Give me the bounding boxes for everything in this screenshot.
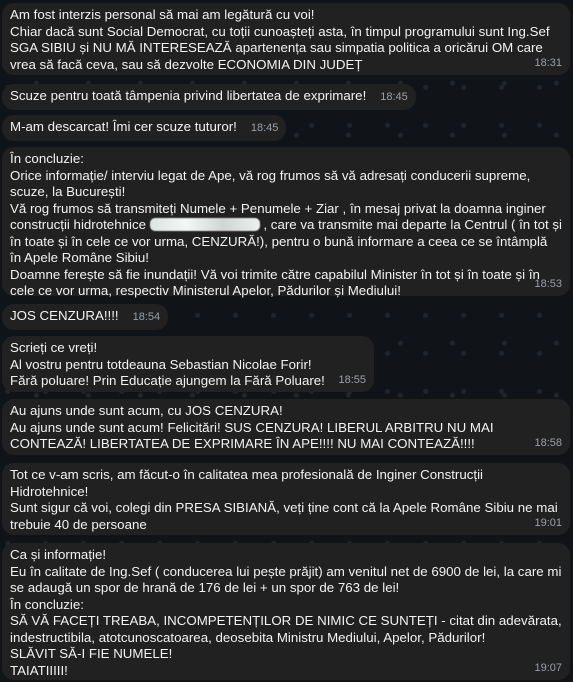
message-timestamp: 18:31 [534,56,562,69]
message-bubble[interactable] [2,336,374,392]
message-bubble[interactable] [2,84,416,110]
message-timestamp: 18:55 [338,373,366,386]
message-bubble[interactable] [2,543,570,680]
message-timestamp: 19:07 [534,661,562,674]
message-timestamp: 18:53 [534,277,562,290]
message-text: JOS CENZURA!!!! [10,308,119,323]
message-timestamp: 19:01 [534,516,562,529]
message-bubble[interactable] [2,399,570,455]
message-timestamp: 18:58 [534,436,562,449]
message-timestamp: 18:45 [250,122,279,134]
message-text: Ca și informație! Eu în calitate de Ing.Sef ( conducerea lui pește prăjit) am venitul net de 6900 de lei, la care mi se adaugă un spor de hrană de 176 de lei + un spor de 763 de lei! În concluzie: SĂ VĂ FACEȚI TREABA, INCOMPETENȚILOR DE NIMIC CE SUNTEȚI - citat din adevărata, indestructibila, atotcunoscatoarea, deosebita Ministru Mediului, Apelor, Pădurilor! SLĂVIT SĂ-I FIE NUMELE! TAIATIIIII! [10,547,566,678]
redacted-name [150,218,260,231]
message-text: În concluzie: Orice informație/ interviu legat de Ape, vă rog frumos să vă adresați conducerii supreme, scuze, la București! Vă rog frumos să transmiteți Numele + Penumele + Ziar , în mesaj privat la doamna inginer construcții hidrotehnice , care va transmite mai departe la Centrul ( în tot și în toate și în cele ce vor urma, CENZURĂ!), pentru o bună informare a ceea ce se întâmplă în Apele Române Sibiu! Doamne ferește să fie inundații! Vă voi trimite către capabilul Minister în tot și în toate și în cele ce vor urma, respectiv Ministerul Apelor, Pădurilor și Mediului! [10,151,566,298]
message-text: Tot ce v-am scris, am făcut-o în calitatea mea profesională de Inginer Construcții Hidrotehnice! Sunt sigur că voi, colegi din PRESA SIBIANĂ, veți ține cont că la Apele Române Sibiu ne mai trebuie 40 de persoane [10,467,562,532]
message-bubble[interactable] [2,115,286,141]
message-timestamp: 18:45 [380,91,408,103]
message-text: Am fost interzis personal să mai am legătură cu voi! Chiar dacă sunt Social Democrat, cu toții cunoașteți asta, în timpul programului sunt Ing.Sef SGA SIBIU și NU MĂ INTERESEAZĂ apartenența sau simpatia politica a oricărui OM care vrea să facă ceva, sau să dezvolte ECONOMIA DIN JUDEȚ [10,7,554,72]
message-timestamp: 18:54 [132,311,161,323]
message-bubble[interactable] [2,3,570,75]
message-text: Au ajuns unde sunt acum, cu JOS CENZURA! Au ajuns unde sunt acum! Felicitări! SUS CENZURA! LIBERUL ARBITRU NU MAI CONTEAZĂ! LIBERTATEA DE EXPRIMARE ÎN APE!!!! NU MAI CONTEAZĂ!!!! [10,403,498,451]
message-text: Scuze pentru toată tâmpenia privind libertatea de exprimare! [10,88,367,103]
message-text: M-am descarcat! Îmi cer scuze tuturor! [10,119,237,134]
message-bubble[interactable] [2,147,570,296]
message-bubble[interactable] [2,463,570,535]
message-text: Scrieți ce vreți! Al vostru pentru totdeauna Sebastian Nicolae Forir! Fără poluare! Prin Educație ajungem la Fără Poluare! [10,340,325,388]
message-bubble[interactable] [2,304,168,330]
